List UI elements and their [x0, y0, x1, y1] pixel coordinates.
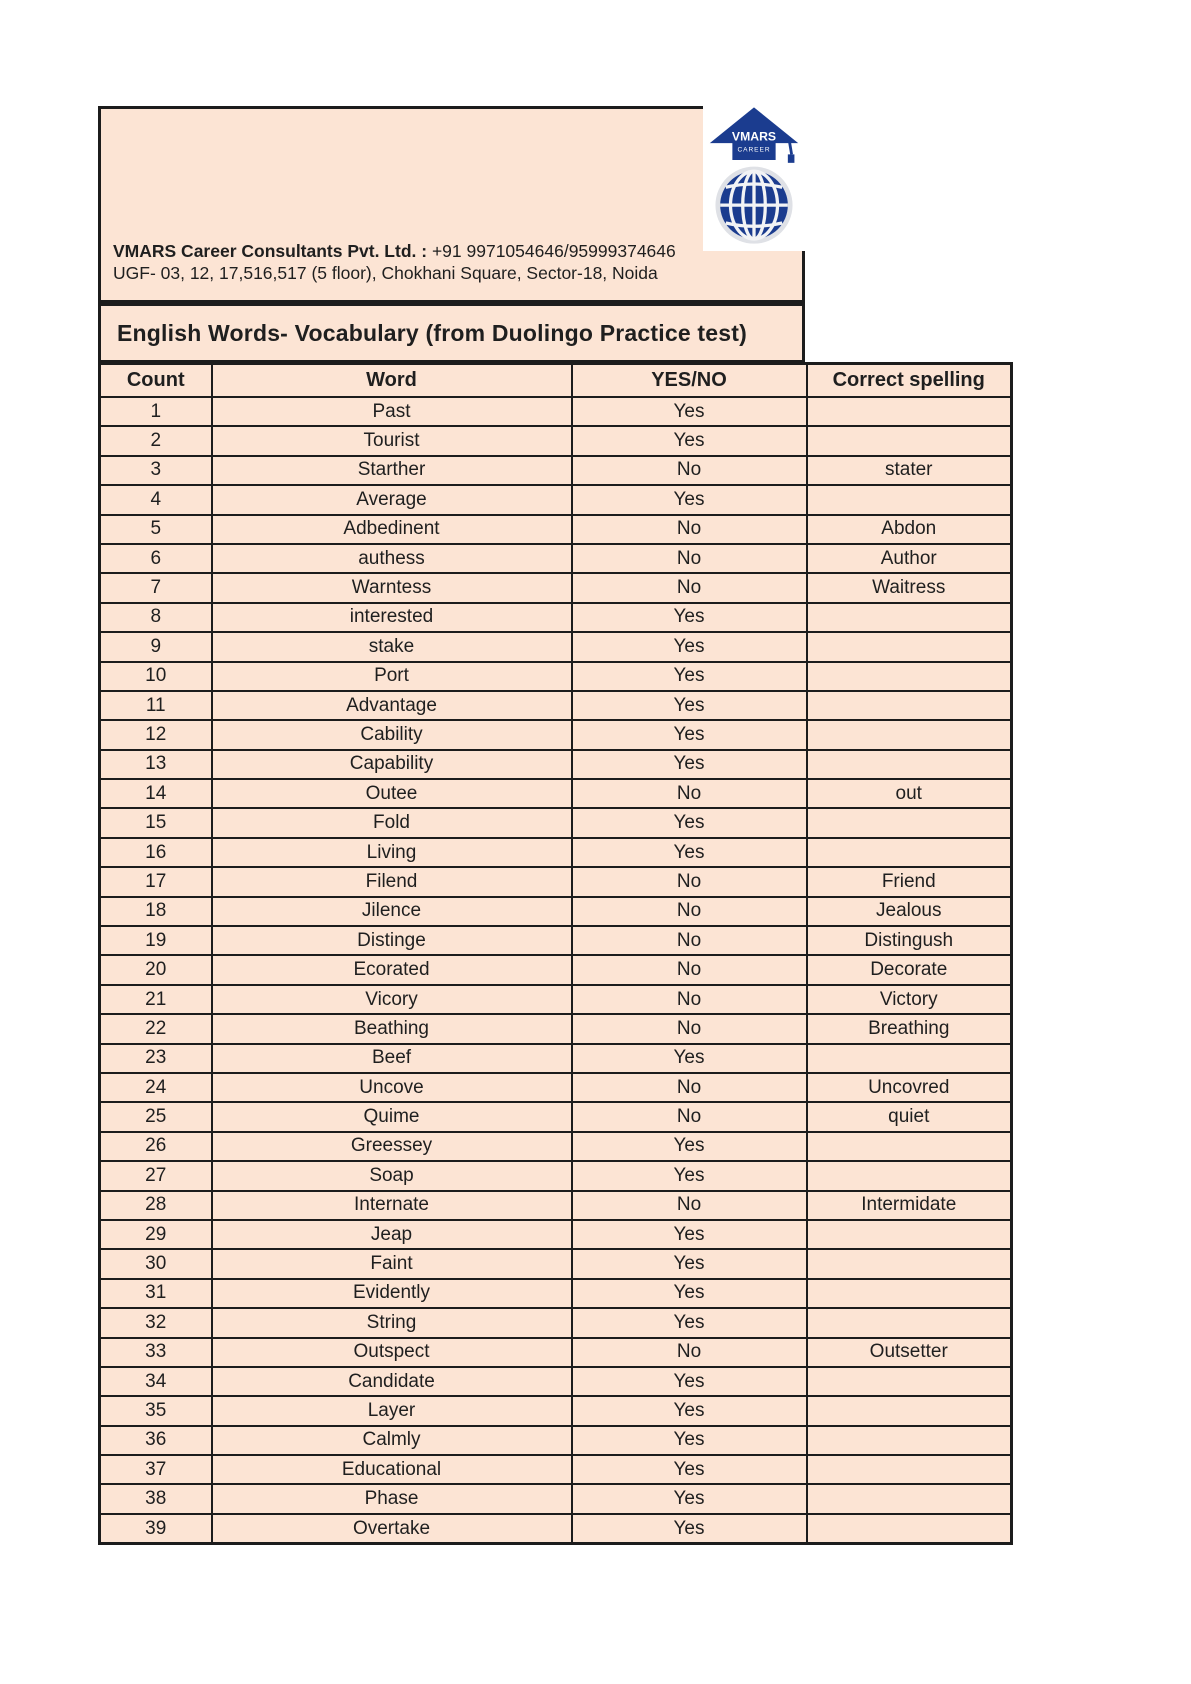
cell-correct-spelling — [807, 1161, 1012, 1190]
cell-correct-spelling — [807, 1514, 1012, 1544]
cell-count: 14 — [100, 779, 212, 808]
cell-word: Phase — [212, 1484, 572, 1513]
company-contact-line — [113, 240, 792, 262]
table-row — [100, 808, 1012, 837]
cell-correct-spelling — [807, 838, 1012, 867]
cell-yesno: No — [572, 573, 807, 602]
table-row — [100, 955, 1012, 984]
cell-word: stake — [212, 632, 572, 661]
cell-yesno: Yes — [572, 1220, 807, 1249]
cell-count: 5 — [100, 515, 212, 544]
cell-word: Candidate — [212, 1367, 572, 1396]
table-row — [100, 1073, 1012, 1102]
cell-correct-spelling: Outsetter — [807, 1338, 1012, 1367]
vmars-logo — [703, 101, 805, 251]
cell-yesno: Yes — [572, 1484, 807, 1513]
cell-count: 8 — [100, 603, 212, 632]
cell-correct-spelling — [807, 1426, 1012, 1455]
cell-correct-spelling: Uncovred — [807, 1073, 1012, 1102]
svg-text:CAREER: CAREER — [737, 146, 771, 154]
cell-yesno: No — [572, 779, 807, 808]
table-row — [100, 573, 1012, 602]
table-row — [100, 544, 1012, 573]
cell-count: 20 — [100, 955, 212, 984]
cell-count: 28 — [100, 1191, 212, 1220]
cell-yesno: Yes — [572, 1132, 807, 1161]
cell-word: Soap — [212, 1161, 572, 1190]
cell-word: Overtake — [212, 1514, 572, 1544]
table-row — [100, 1279, 1012, 1308]
cell-yesno: Yes — [572, 485, 807, 514]
graduation-cap-icon — [710, 107, 798, 162]
cell-yesno: Yes — [572, 603, 807, 632]
cell-word: Vicory — [212, 985, 572, 1014]
cell-count: 23 — [100, 1044, 212, 1073]
cell-yesno: No — [572, 544, 807, 573]
cell-correct-spelling: Waitress — [807, 573, 1012, 602]
cell-count: 35 — [100, 1396, 212, 1425]
cell-word: Distinge — [212, 926, 572, 955]
cell-count: 17 — [100, 867, 212, 896]
cell-count: 4 — [100, 485, 212, 514]
table-header-row — [100, 364, 1012, 398]
cell-correct-spelling — [807, 603, 1012, 632]
cell-correct-spelling: Abdon — [807, 515, 1012, 544]
table-row — [100, 1308, 1012, 1337]
cell-correct-spelling: out — [807, 779, 1012, 808]
cell-word: interested — [212, 603, 572, 632]
cell-correct-spelling — [807, 485, 1012, 514]
cell-word: Capability — [212, 750, 572, 779]
table-row — [100, 1044, 1012, 1073]
cell-yesno: Yes — [572, 1367, 807, 1396]
cell-word: Greessey — [212, 1132, 572, 1161]
table-row — [100, 1484, 1012, 1513]
cell-correct-spelling — [807, 1220, 1012, 1249]
cell-yesno: No — [572, 1014, 807, 1043]
cell-correct-spelling — [807, 397, 1012, 426]
cell-count: 7 — [100, 573, 212, 602]
company-address: UGF- 03, 12, 17,516,517 (5 floor), Chokhani Square, Sector-18, Noida — [113, 263, 658, 283]
cell-word: Calmly — [212, 1426, 572, 1455]
cell-word: Educational — [212, 1455, 572, 1484]
cell-yesno: Yes — [572, 1279, 807, 1308]
cell-yesno: No — [572, 1102, 807, 1131]
cell-yesno: No — [572, 985, 807, 1014]
cell-correct-spelling: Decorate — [807, 955, 1012, 984]
cell-count: 26 — [100, 1132, 212, 1161]
company-info — [113, 240, 792, 284]
cell-word: Past — [212, 397, 572, 426]
title-bar — [98, 303, 805, 363]
cell-count: 11 — [100, 691, 212, 720]
cell-yesno: Yes — [572, 1396, 807, 1425]
table-row — [100, 485, 1012, 514]
globe-icon — [715, 167, 792, 244]
cell-correct-spelling: Friend — [807, 867, 1012, 896]
table-row — [100, 1455, 1012, 1484]
cell-correct-spelling — [807, 1249, 1012, 1278]
cell-count: 34 — [100, 1367, 212, 1396]
page-title: English Words- Vocabulary (from Duolingo Practice test) — [117, 319, 747, 346]
cell-word: Starther — [212, 456, 572, 485]
table-row — [100, 1220, 1012, 1249]
company-phone: +91 9971054646/95999374646 — [431, 241, 676, 261]
cell-correct-spelling — [807, 1484, 1012, 1513]
cell-yesno: Yes — [572, 1308, 807, 1337]
company-header-box — [98, 106, 805, 303]
cell-correct-spelling — [807, 1367, 1012, 1396]
cell-word: Adbedinent — [212, 515, 572, 544]
cell-word: Port — [212, 662, 572, 691]
cell-yesno: Yes — [572, 397, 807, 426]
cell-count: 24 — [100, 1073, 212, 1102]
table-row — [100, 515, 1012, 544]
cell-count: 10 — [100, 662, 212, 691]
cell-yesno: Yes — [572, 838, 807, 867]
cell-word: Cability — [212, 720, 572, 749]
table-row — [100, 867, 1012, 896]
table-row — [100, 662, 1012, 691]
cell-yesno: No — [572, 897, 807, 926]
cell-yesno: Yes — [572, 632, 807, 661]
cell-word: Evidently — [212, 1279, 572, 1308]
cell-yesno: No — [572, 456, 807, 485]
cell-count: 37 — [100, 1455, 212, 1484]
cell-correct-spelling — [807, 1132, 1012, 1161]
cell-correct-spelling — [807, 720, 1012, 749]
cell-correct-spelling: Breathing — [807, 1014, 1012, 1043]
table-row — [100, 426, 1012, 455]
cell-yesno: Yes — [572, 750, 807, 779]
cell-correct-spelling — [807, 750, 1012, 779]
cell-count: 33 — [100, 1338, 212, 1367]
table-row — [100, 779, 1012, 808]
cell-word: Internate — [212, 1191, 572, 1220]
table-row — [100, 1338, 1012, 1367]
table-row — [100, 897, 1012, 926]
cell-correct-spelling: quiet — [807, 1102, 1012, 1131]
cell-correct-spelling: Distingush — [807, 926, 1012, 955]
cell-correct-spelling: Intermidate — [807, 1191, 1012, 1220]
cell-yesno: No — [572, 1073, 807, 1102]
col-header-correct-spelling: Correct spelling — [807, 364, 1012, 398]
cell-word: Jeap — [212, 1220, 572, 1249]
table-row — [100, 838, 1012, 867]
cell-count: 39 — [100, 1514, 212, 1544]
cell-correct-spelling — [807, 632, 1012, 661]
table-row — [100, 1249, 1012, 1278]
col-header-yesno: YES/NO — [572, 364, 807, 398]
cell-count: 27 — [100, 1161, 212, 1190]
table-row — [100, 985, 1012, 1014]
cell-count: 2 — [100, 426, 212, 455]
table-row — [100, 1161, 1012, 1190]
cell-count: 6 — [100, 544, 212, 573]
cell-count: 30 — [100, 1249, 212, 1278]
table-row — [100, 750, 1012, 779]
cell-yesno: No — [572, 1191, 807, 1220]
cell-word: Advantage — [212, 691, 572, 720]
cell-yesno: No — [572, 867, 807, 896]
cell-yesno: Yes — [572, 662, 807, 691]
table-row — [100, 1514, 1012, 1544]
col-header-count: Count — [100, 364, 212, 398]
col-header-word: Word — [212, 364, 572, 398]
cell-yesno: Yes — [572, 808, 807, 837]
cell-count: 18 — [100, 897, 212, 926]
cell-count: 36 — [100, 1426, 212, 1455]
cell-word: Average — [212, 485, 572, 514]
cell-word: Layer — [212, 1396, 572, 1425]
cell-word: Ecorated — [212, 955, 572, 984]
cell-yesno: No — [572, 515, 807, 544]
cell-yesno: Yes — [572, 1044, 807, 1073]
logo-graphic — [707, 105, 801, 247]
cell-correct-spelling — [807, 662, 1012, 691]
cell-word: String — [212, 1308, 572, 1337]
cell-correct-spelling: Author — [807, 544, 1012, 573]
cell-word: Warntess — [212, 573, 572, 602]
cell-yesno: Yes — [572, 1455, 807, 1484]
cell-yesno: Yes — [572, 691, 807, 720]
table-row — [100, 632, 1012, 661]
cell-correct-spelling — [807, 426, 1012, 455]
cell-word: Quime — [212, 1102, 572, 1131]
cell-count: 21 — [100, 985, 212, 1014]
cell-yesno: Yes — [572, 1426, 807, 1455]
cell-correct-spelling — [807, 691, 1012, 720]
cell-correct-spelling: Jealous — [807, 897, 1012, 926]
cell-word: Living — [212, 838, 572, 867]
cell-count: 16 — [100, 838, 212, 867]
cell-count: 25 — [100, 1102, 212, 1131]
cell-count: 38 — [100, 1484, 212, 1513]
cell-yesno: No — [572, 955, 807, 984]
table-row — [100, 1132, 1012, 1161]
cell-yesno: No — [572, 1338, 807, 1367]
cell-word: Beef — [212, 1044, 572, 1073]
table-row — [100, 720, 1012, 749]
svg-text:VMARS: VMARS — [731, 129, 777, 144]
cell-correct-spelling — [807, 1455, 1012, 1484]
cell-correct-spelling — [807, 1044, 1012, 1073]
vocabulary-table — [98, 362, 1013, 1545]
cell-correct-spelling: stater — [807, 456, 1012, 485]
cell-correct-spelling — [807, 1279, 1012, 1308]
cell-count: 32 — [100, 1308, 212, 1337]
cell-word: Tourist — [212, 426, 572, 455]
cell-yesno: Yes — [572, 1249, 807, 1278]
cell-yesno: Yes — [572, 1161, 807, 1190]
cell-word: Filend — [212, 867, 572, 896]
cell-correct-spelling: Victory — [807, 985, 1012, 1014]
table-row — [100, 456, 1012, 485]
table-row — [100, 926, 1012, 955]
cell-word: Jilence — [212, 897, 572, 926]
cell-count: 15 — [100, 808, 212, 837]
cell-word: Outee — [212, 779, 572, 808]
cell-count: 22 — [100, 1014, 212, 1043]
table-row — [100, 603, 1012, 632]
cell-yesno: Yes — [572, 720, 807, 749]
cell-count: 29 — [100, 1220, 212, 1249]
cell-count: 13 — [100, 750, 212, 779]
cell-count: 19 — [100, 926, 212, 955]
table-row — [100, 1102, 1012, 1131]
table-row — [100, 1014, 1012, 1043]
table-row — [100, 1426, 1012, 1455]
cell-word: Fold — [212, 808, 572, 837]
cell-count: 3 — [100, 456, 212, 485]
cell-count: 1 — [100, 397, 212, 426]
cell-correct-spelling — [807, 1396, 1012, 1425]
cell-word: Outspect — [212, 1338, 572, 1367]
cell-yesno: Yes — [572, 426, 807, 455]
cell-count: 9 — [100, 632, 212, 661]
cell-word: Faint — [212, 1249, 572, 1278]
cell-word: Uncove — [212, 1073, 572, 1102]
table-row — [100, 397, 1012, 426]
table-row — [100, 1367, 1012, 1396]
company-name: VMARS Career Consultants Pvt. Ltd. : — [113, 241, 428, 261]
cell-correct-spelling — [807, 808, 1012, 837]
cell-word: authess — [212, 544, 572, 573]
cell-count: 12 — [100, 720, 212, 749]
cell-yesno: No — [572, 926, 807, 955]
cell-count: 31 — [100, 1279, 212, 1308]
table-row — [100, 1396, 1012, 1425]
cell-yesno: Yes — [572, 1514, 807, 1544]
cell-correct-spelling — [807, 1308, 1012, 1337]
cell-word: Beathing — [212, 1014, 572, 1043]
table-row — [100, 1191, 1012, 1220]
table-row — [100, 691, 1012, 720]
